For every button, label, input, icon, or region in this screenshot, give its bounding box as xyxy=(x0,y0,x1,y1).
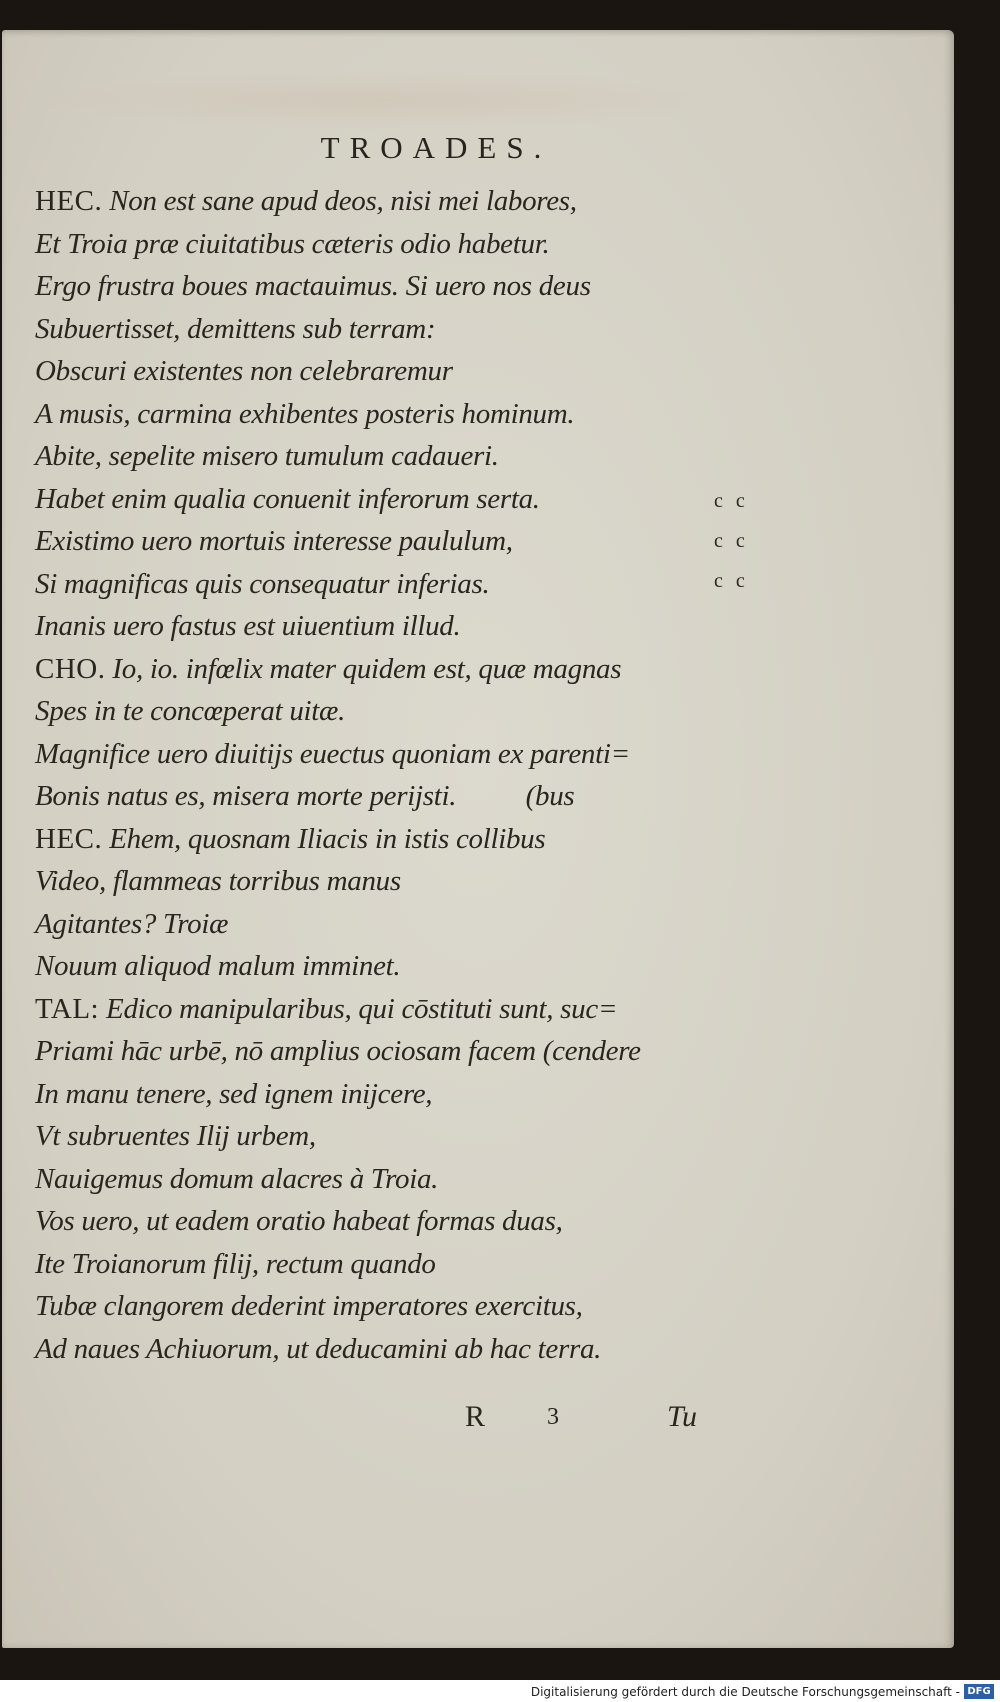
text-line xyxy=(35,435,755,478)
line-text: Vos uero, ut eadem oratio habeat formas duas, xyxy=(35,1205,563,1237)
running-head: TROADES. xyxy=(320,130,552,165)
line-text: Bonis natus es, misera morte perijsti. (bus xyxy=(35,780,575,812)
text-line xyxy=(35,775,755,818)
margin-quote-mark: c c xyxy=(714,570,749,592)
line-text: Subuertisset, demittens sub terram: xyxy=(35,312,436,345)
line-text: Ite Troianorum filij, rectum quando xyxy=(35,1247,436,1280)
line-text: Si magnificas quis consequatur inferias. xyxy=(35,567,490,600)
speaker-label: TAL: xyxy=(35,992,100,1025)
margin-quote-mark: c c xyxy=(714,530,749,552)
text-line xyxy=(35,733,755,776)
line-text: In manu tenere, sed ignem inijcere, xyxy=(35,1077,433,1110)
text-line xyxy=(35,1200,755,1243)
line-text: Video, flammeas torribus manus xyxy=(35,865,401,897)
digitization-credit: Digitalisierung gefördert durch die Deutsche Forschungsgemeinschaft - xyxy=(530,1685,960,1699)
line-text: Ehem, quosnam Iliacis in istis collibus xyxy=(102,822,546,855)
text-line xyxy=(35,818,755,861)
text-line xyxy=(35,1073,755,1116)
line-text: Inanis uero fastus est uiuentium illud. xyxy=(35,610,461,642)
line-text: Vt subruentes Ilij urbem, xyxy=(35,1120,316,1152)
text-line xyxy=(35,563,755,606)
line-text: Magnifice uero diuitijs euectus quoniam ex parenti= xyxy=(35,737,630,770)
line-text: Edico manipularibus, qui cōstituti sunt, suc= xyxy=(99,992,618,1025)
verse-text xyxy=(35,180,755,1370)
text-line xyxy=(35,393,755,436)
line-text: Et Troia præ ciuitatibus cæteris odio habetur. xyxy=(35,227,550,260)
line-text: Obscuri existentes non celebraremur xyxy=(35,355,453,387)
book-page xyxy=(2,30,954,1648)
text-line xyxy=(35,1030,755,1073)
line-text: Abite, sepelite misero tumulum cadaueri. xyxy=(35,440,499,472)
line-text: Tubæ clangorem dederint imperatores exercitus, xyxy=(35,1290,583,1322)
text-line xyxy=(35,1158,755,1201)
text-line xyxy=(35,223,755,266)
text-line xyxy=(35,1243,755,1286)
line-text: Habet enim qualia conuenit inferorum serta. xyxy=(35,482,540,515)
dfg-logo: DFG xyxy=(964,1684,994,1699)
text-line xyxy=(35,265,755,308)
line-text: Spes in te concœperat uitæ. xyxy=(35,695,346,727)
line-text: A musis, carmina exhibentes posteris hominum. xyxy=(35,397,575,430)
line-text: Existimo uero mortuis interesse paululum, xyxy=(35,525,513,557)
line-text: Priami hāc urbē, nō amplius ociosam facem (cendere xyxy=(35,1035,641,1067)
speaker-label: HEC. xyxy=(35,185,103,217)
line-text: Ad naues Achiuorum, ut deducamini ab hac terra. xyxy=(35,1332,602,1365)
text-line xyxy=(35,1328,755,1371)
text-line xyxy=(35,903,755,946)
text-line xyxy=(35,350,755,393)
text-line xyxy=(35,988,755,1031)
margin-quote-mark: c c xyxy=(714,490,749,512)
speaker-label: HEC. xyxy=(35,822,103,855)
catchword: Tu xyxy=(667,1400,698,1433)
line-text: Agitantes? Troiæ xyxy=(35,907,229,940)
footer-bar xyxy=(0,1680,1000,1702)
line-text: Ergo frustra boues mactauimus. Si uero nos deus xyxy=(35,270,591,302)
speaker-label: CHO. xyxy=(35,652,106,685)
text-line xyxy=(35,648,755,691)
page-stain xyxy=(32,70,732,130)
line-text: Nouum aliquod malum imminet. xyxy=(35,950,401,982)
text-line xyxy=(35,478,755,521)
text-line xyxy=(35,690,755,733)
line-text: Nauigemus domum alacres à Troia. xyxy=(35,1162,439,1195)
text-line xyxy=(35,308,755,351)
signature-letter: R xyxy=(465,1400,486,1433)
text-line xyxy=(35,520,755,563)
text-line xyxy=(35,180,755,223)
text-line xyxy=(35,945,755,988)
text-line xyxy=(35,605,755,648)
line-text: Io, io. infœlix mater quidem est, quæ magnas xyxy=(105,652,622,685)
signature-number: 3 xyxy=(547,1404,559,1430)
text-line xyxy=(35,1115,755,1158)
text-line xyxy=(35,860,755,903)
text-line xyxy=(35,1285,755,1328)
line-text: Non est sane apud deos, nisi mei labores, xyxy=(102,185,577,217)
